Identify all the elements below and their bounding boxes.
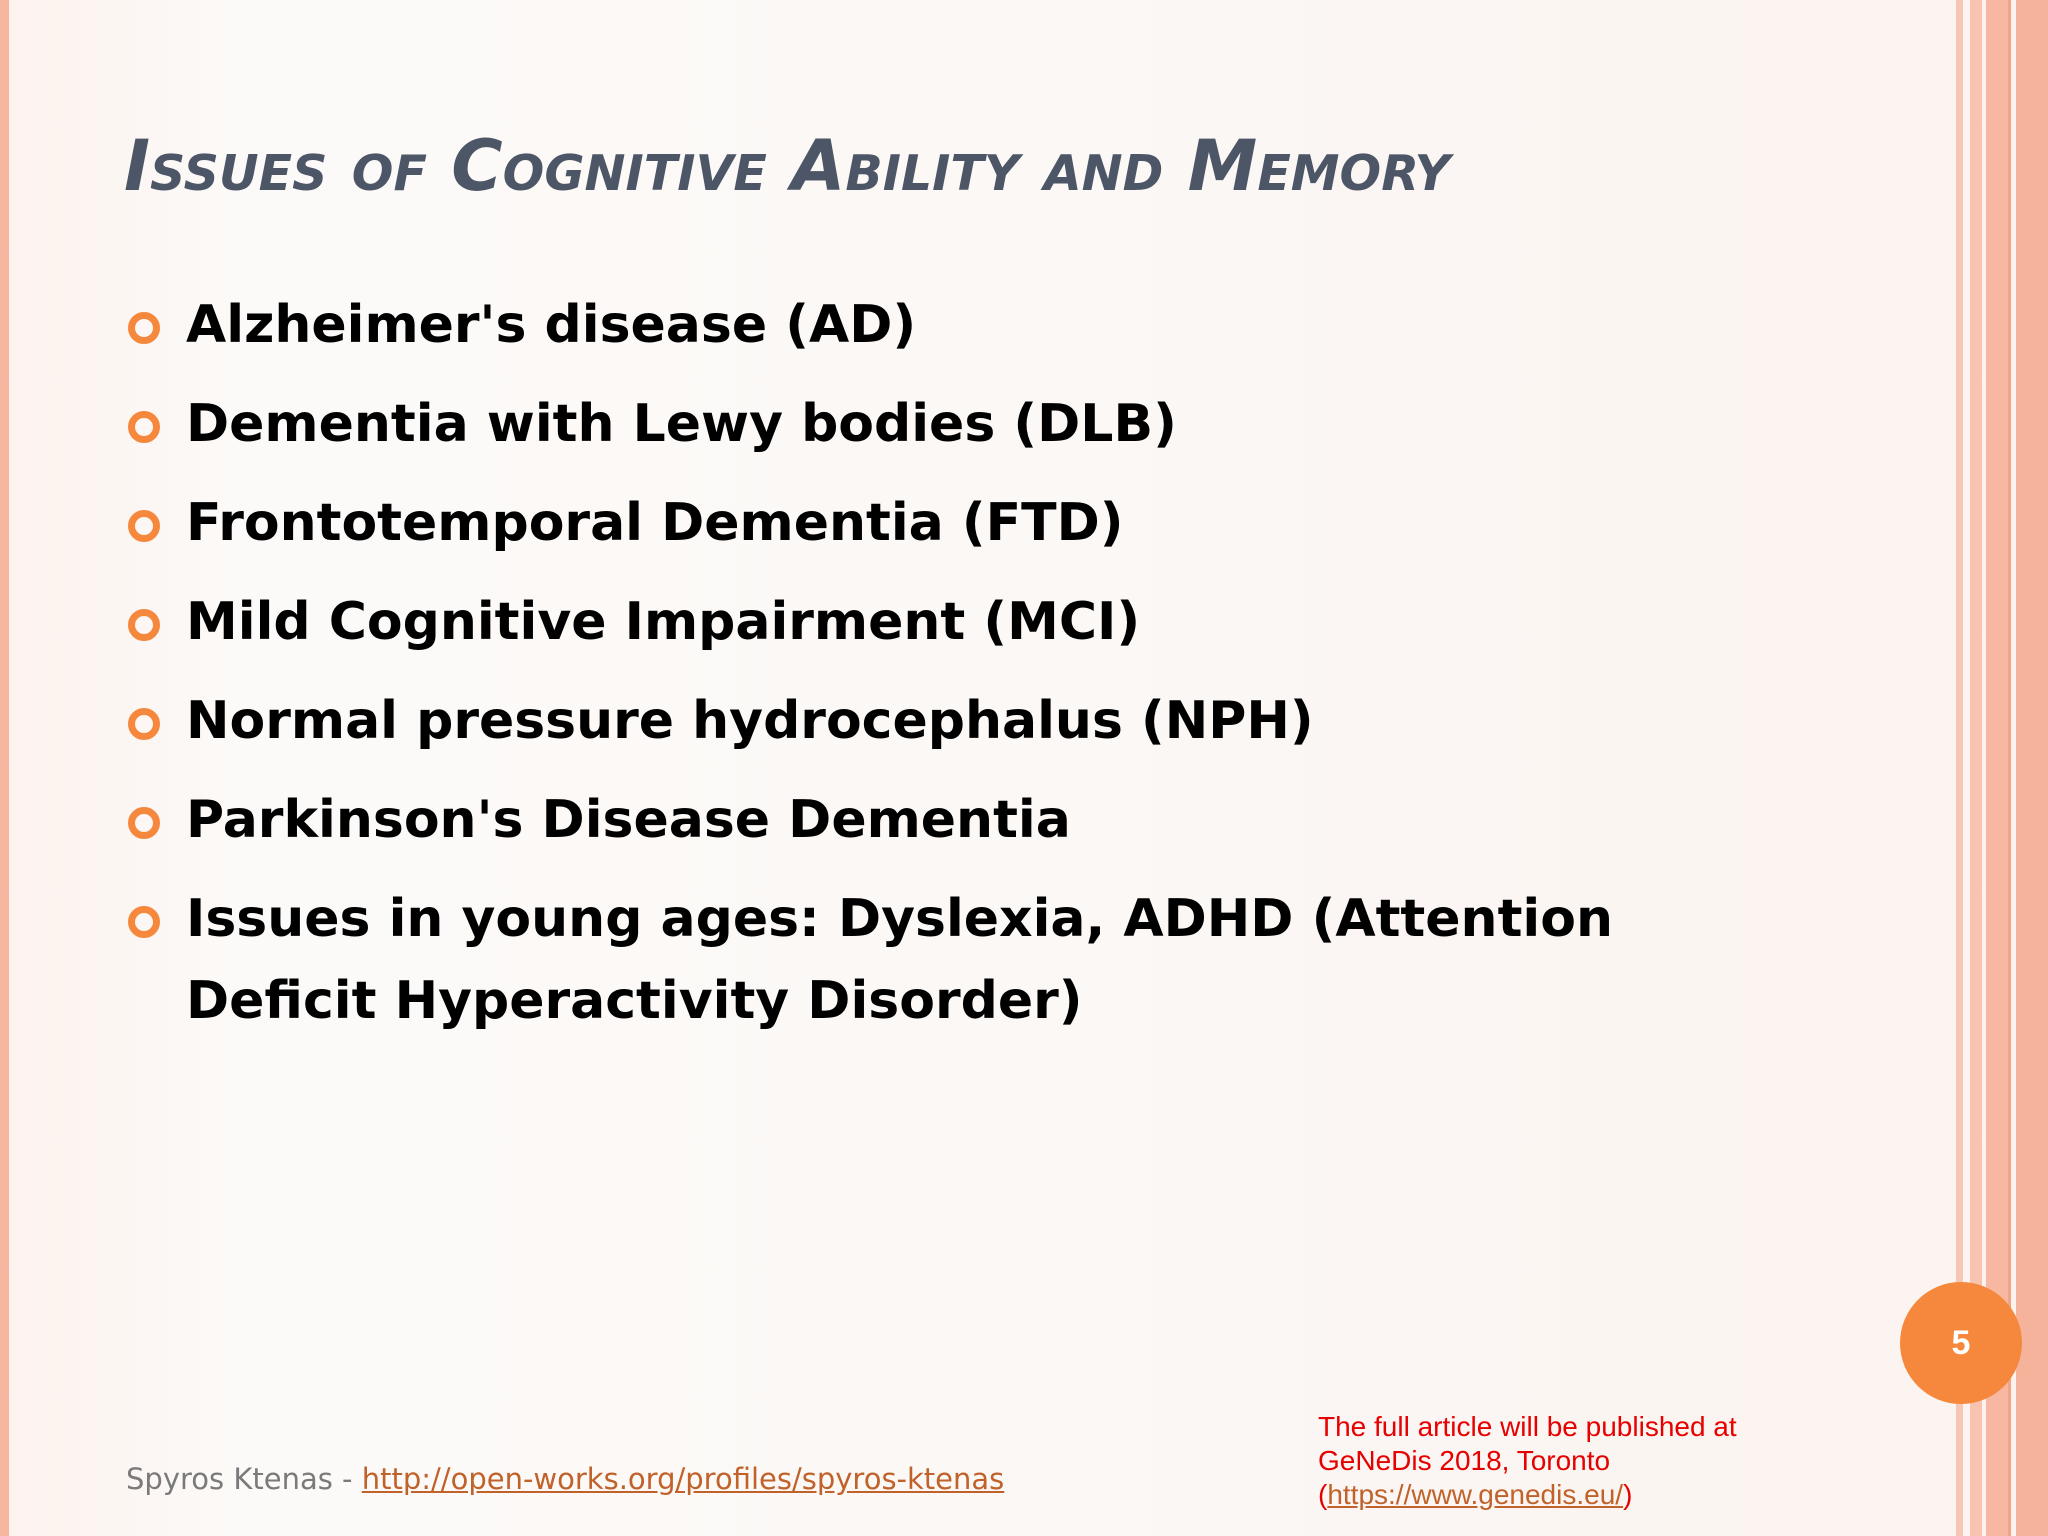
author-profile-link[interactable]: http://open-works.org/profiles/spyros-ktenas bbox=[361, 1462, 1005, 1496]
bullet-item bbox=[126, 779, 1746, 861]
hollow-circle-icon bbox=[128, 708, 160, 740]
bullet-text: Normal pressure hydrocephalus (NPH) bbox=[186, 691, 1314, 751]
bullet-item bbox=[126, 284, 1746, 366]
hollow-circle-icon bbox=[128, 609, 160, 641]
bullet-item bbox=[126, 383, 1746, 465]
publication-note bbox=[1318, 1410, 1778, 1512]
hollow-circle-icon bbox=[128, 510, 160, 542]
bullet-text: Parkinson's Disease Dementia bbox=[186, 790, 1071, 850]
genedis-link[interactable]: https://www.genedis.eu/ bbox=[1327, 1479, 1624, 1510]
author-name: Spyros Ktenas bbox=[126, 1462, 333, 1496]
right-border-stripe bbox=[2016, 0, 2048, 1536]
hollow-circle-icon bbox=[128, 312, 160, 344]
hollow-circle-icon bbox=[128, 807, 160, 839]
hollow-circle-icon bbox=[128, 906, 160, 938]
bullet-item bbox=[126, 680, 1746, 762]
slide-title: Issues of Cognitive Ability and Memory bbox=[124, 125, 1450, 207]
bullet-item bbox=[126, 581, 1746, 663]
left-border bbox=[0, 0, 9, 1536]
bullet-text: Dementia with Lewy bodies (DLB) bbox=[186, 394, 1177, 454]
note-open-paren: ( bbox=[1318, 1479, 1328, 1510]
note-close-paren: ) bbox=[1623, 1479, 1633, 1510]
bullet-text: Mild Cognitive Impairment (MCI) bbox=[186, 592, 1141, 652]
bullet-text: Frontotemporal Dementia (FTD) bbox=[186, 493, 1124, 553]
bullet-item bbox=[126, 482, 1746, 564]
page-number-badge: 5 bbox=[1900, 1282, 2022, 1404]
note-line-1: The full article will be published at bbox=[1318, 1411, 1737, 1442]
note-line-3 bbox=[1318, 1478, 1778, 1512]
bullet-text: Alzheimer's disease (AD) bbox=[186, 295, 917, 355]
hollow-circle-icon bbox=[128, 411, 160, 443]
footer-author bbox=[126, 1461, 1004, 1497]
bullet-item bbox=[126, 878, 1746, 1042]
author-separator: - bbox=[332, 1462, 362, 1496]
bullet-list bbox=[126, 284, 1746, 1059]
note-line-2: GeNeDis 2018, Toronto bbox=[1318, 1445, 1611, 1476]
bullet-text: Issues in young ages: Dyslexia, ADHD (Attention Deficit Hyperactivity Disorder) bbox=[186, 889, 1614, 1031]
